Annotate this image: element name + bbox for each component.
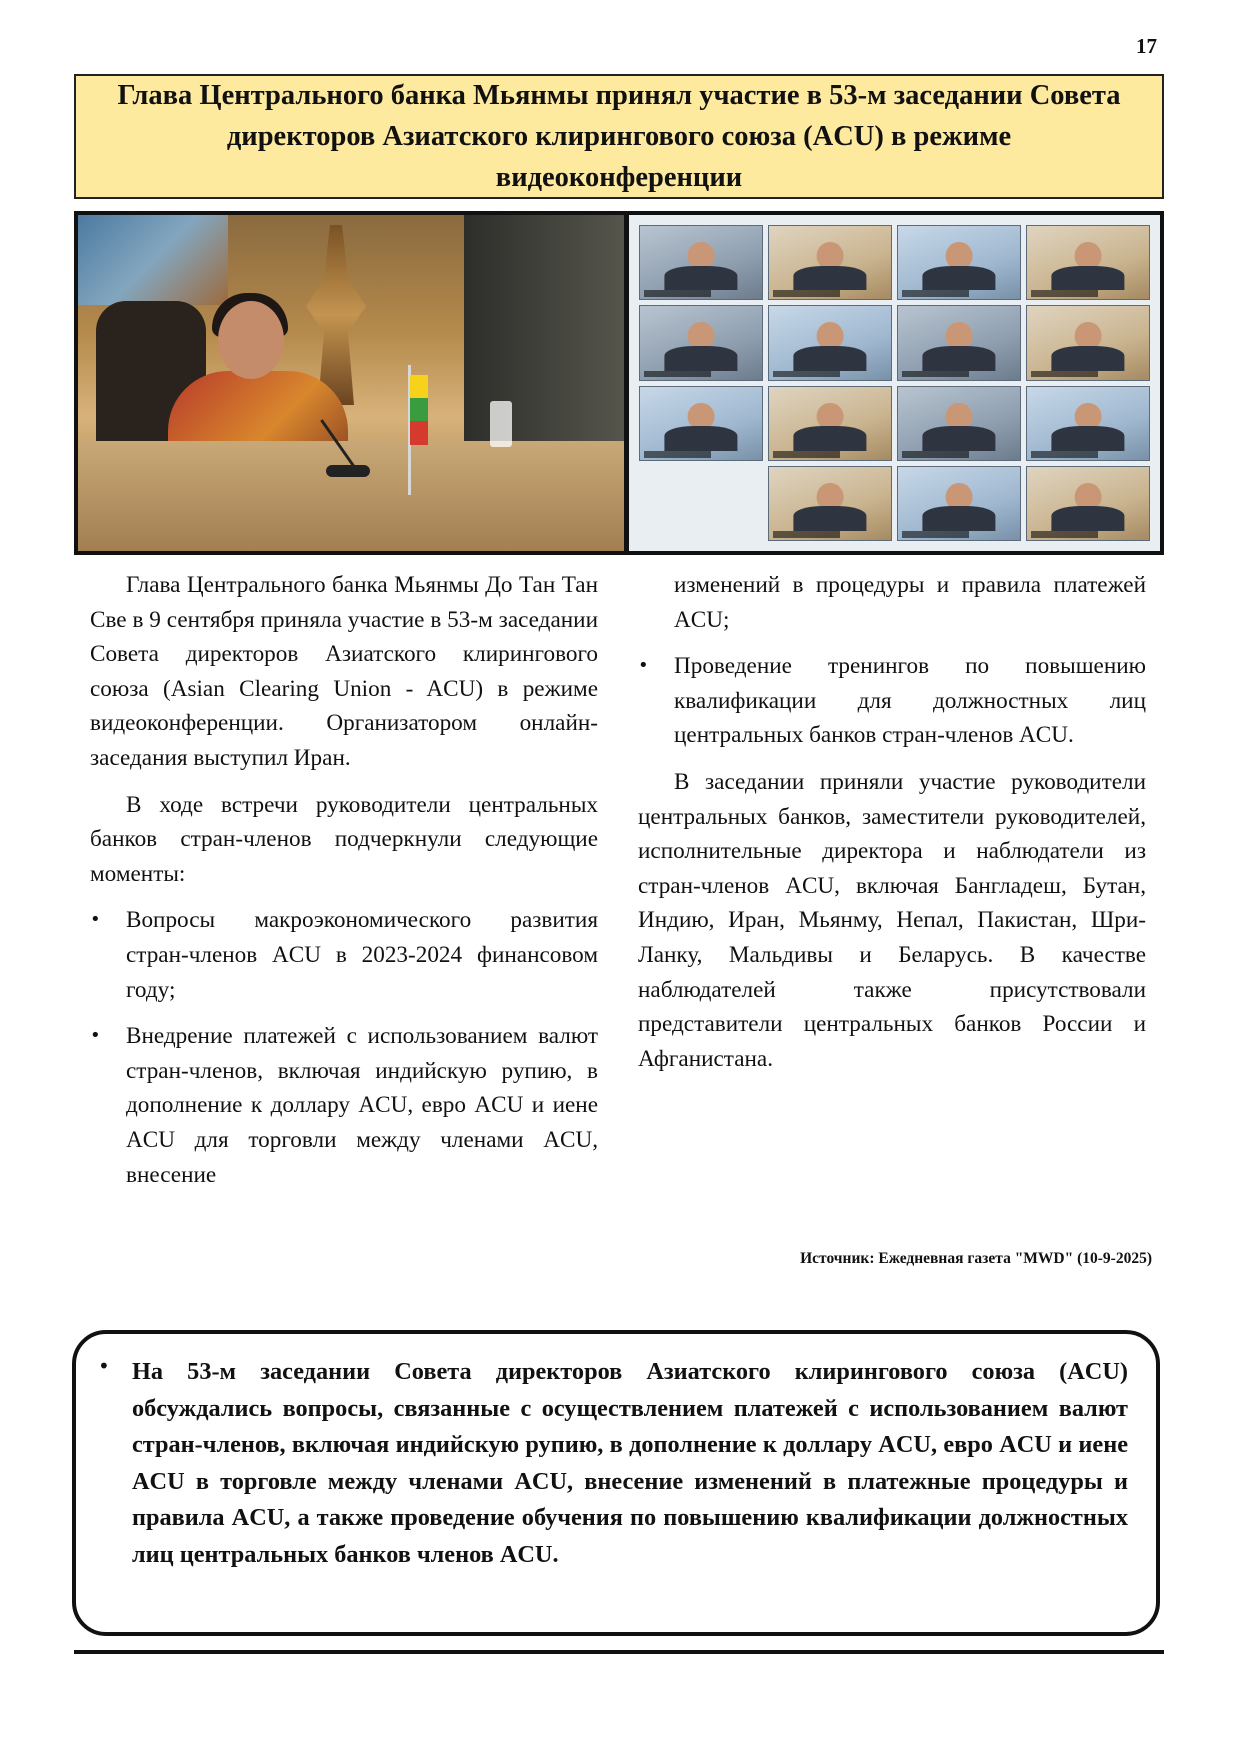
article-paragraph: В ходе встречи руководители центральных банков стран-членов подчеркнули следующие моменты: — [90, 791, 598, 887]
video-tile — [768, 466, 892, 541]
video-tile — [639, 386, 763, 461]
video-tile — [768, 305, 892, 380]
list-item: • Внедрение платежей с использованием валют стран-членов, включая индийскую рупию, в дополнение к доллару ACU, евро ACU и иене ACU для торговли между членами ACU, внесение — [126, 1019, 598, 1192]
video-tile — [897, 225, 1021, 300]
video-tile — [768, 386, 892, 461]
video-tile — [1026, 466, 1150, 541]
video-tile — [639, 225, 763, 300]
videoconference-photo — [629, 215, 1160, 551]
list-item: • Проведение тренингов по повышению квалификации для должностных лиц центральных банков стран-членов ACU. — [674, 649, 1146, 753]
article-column-left — [90, 568, 598, 1204]
photo-strip — [74, 211, 1164, 555]
video-tile — [1026, 386, 1150, 461]
video-tile — [1026, 225, 1150, 300]
article-column-right — [638, 568, 1146, 1088]
list-item-continuation: изменений в процедуры и правила платежей ACU; — [674, 572, 1146, 633]
page-number: 17 — [1136, 34, 1157, 58]
bottom-divider — [74, 1650, 1164, 1654]
list-item: • Вопросы макроэкономического развития стран-членов ACU в 2023-2024 финансовом году; — [126, 903, 598, 1007]
photo-desk — [78, 441, 624, 551]
key-points-list-continued — [638, 649, 1146, 753]
video-tile — [897, 466, 1021, 541]
video-tile — [639, 305, 763, 380]
article-title: Глава Центрального банка Мьянмы принял участие в 53-м заседании Совета директоров Азиатского клирингового союза (ACU) в режиме видеоконференции — [117, 80, 1121, 193]
title-banner — [74, 74, 1164, 199]
summary-box — [72, 1330, 1160, 1636]
key-points-list — [90, 903, 598, 1192]
microphone-base — [326, 465, 370, 477]
source-citation: Источник: Ежедневная газета "MWD" (10-9-2025) — [800, 1250, 1152, 1267]
summary-text: • На 53-м заседании Совета директоров Азиатского клирингового союза (ACU) обсуждались вопросы, связанные с осуществлением платежей с использованием валют стран-членов, включая индийскую рупию, в дополнение к доллару ACU, евро ACU и иене ACU в торговле между членами ACU, внесение изменений в платежные процедуры и правила ACU, а также проведение обучения по повышению квалификации должностных лиц центральных банков членов ACU. — [132, 1358, 1128, 1568]
article-paragraph: Глава Центрального банка Мьянмы До Тан Тан Све в 9 сентября приняла участие в 53-м заседании Совета директоров Азиатского клирингового союза (Asian Clearing Union - ACU) в режиме видеоконференции. Организатором онлайн-заседания выступил Иран. — [90, 572, 598, 771]
video-tile-empty — [639, 466, 763, 541]
governor-photo — [78, 215, 624, 551]
article-paragraph: В заседании приняли участие руководители центральных банков, заместители руководителей, исполнительные директора и наблюдатели из стран-членов ACU, включая Бангладеш, Бутан, Индию, Иран, Мьянму, Непал, Пакистан, Шри-Ланку, Мальдивы и Беларусь. В качестве наблюдателей также присутствовали представители центральных банков России и Афганистана. — [638, 768, 1146, 1072]
video-tile — [897, 386, 1021, 461]
photo-person-head — [218, 301, 284, 379]
photo-mural — [78, 215, 228, 305]
summary-bullet — [132, 1354, 1128, 1573]
video-tile — [768, 225, 892, 300]
video-tile — [897, 305, 1021, 380]
water-glass — [490, 401, 512, 447]
myanmar-flag-icon — [410, 375, 428, 445]
video-tile — [1026, 305, 1150, 380]
